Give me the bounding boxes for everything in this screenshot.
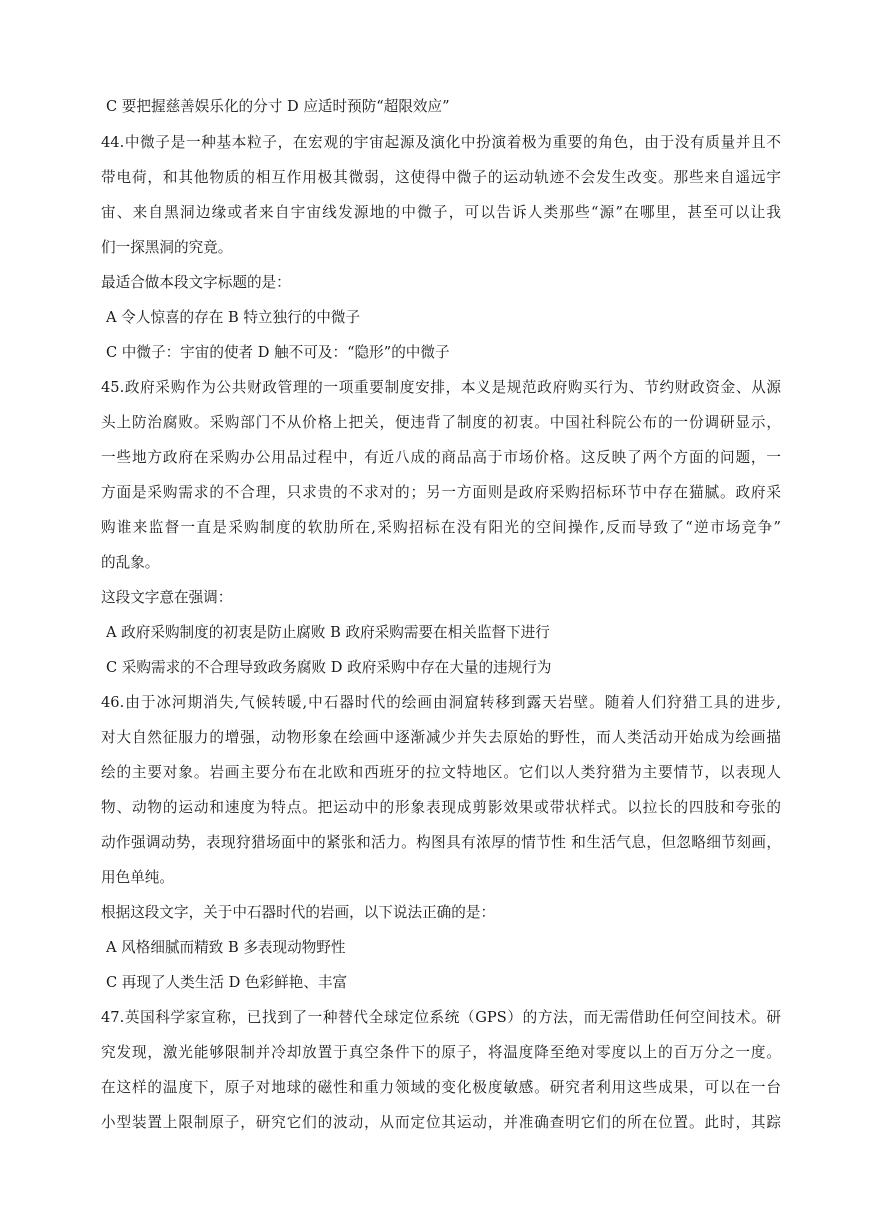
question-44-text: 们一探黑洞的究竟。 xyxy=(101,239,233,256)
option-line: A 令人惊喜的存在 B 特立独行的中微子 xyxy=(106,309,361,326)
question-45-text: 45.政府采购作为公共财政管理的一项重要制度安排，本义是规范政府购买行为、节约财政资金、从源 xyxy=(101,379,781,396)
question-44-text: 带电荷，和其他物质的相互作用极其微弱，这使得中微子的运动轨迹不会发生改变。那些来自遥远宇 xyxy=(101,169,781,186)
question-45-text: 购谁来监督一直是采购制度的软肋所在,采购招标在没有阳光的空间操作,反而导致了“逆市场竞争” xyxy=(101,519,781,536)
question-47-text: 究发现，激光能够限制并冷却放置于真空条件下的原子，将温度降至绝对零度以上的百万分之一度。 xyxy=(101,1044,781,1061)
question-46-text: 用色单纯。 xyxy=(101,869,174,886)
question-46-text: 动作强调动势，表现狩猎场面中的紧张和活力。构图具有浓厚的情节性 和生活气息，但忽略细节刻画， xyxy=(101,834,781,851)
option-line: A 风格细腻而精致 B 多表现动物野性 xyxy=(106,939,346,956)
question-45-text: 方面是采购需求的不合理，只求贵的不求对的；另一方面则是政府采购招标环节中存在猫腻。政府采 xyxy=(101,484,781,501)
question-46-text: 物、动物的运动和速度为特点。把运动中的形象表现成剪影效果或带状样式。以拉长的四肢和夸张的 xyxy=(101,799,781,816)
option-line: A 政府采购制度的初衷是防止腐败 B 政府采购需要在相关监督下进行 xyxy=(106,624,550,641)
question-45-text: 一些地方政府在采购办公用品过程中，有近八成的商品高于市场价格。这反映了两个方面的问题，一 xyxy=(101,449,781,466)
question-44-prompt: 最适合做本段文字标题的是： xyxy=(101,274,291,291)
question-47-text: 47.英国科学家宣称，已找到了一种替代全球定位系统（GPS）的方法，而无需借助任何空间技术。研 xyxy=(101,1009,781,1026)
question-44-text: 宙、来自黑洞边缘或者来自宇宙线发源地的中微子，可以告诉人类那些“源”在哪里，甚至可以让我 xyxy=(101,204,781,221)
question-47-text: 小型装置上限制原子，研究它们的波动，从而定位其运动，并准确查明它们的所在位置。此时，其踪 xyxy=(101,1114,781,1131)
question-47-text: 在这样的温度下，原子对地球的磁性和重力领域的变化极度敏感。研究者利用这些成果，可以在一台 xyxy=(101,1079,781,1096)
question-45-text: 的乱象。 xyxy=(101,554,160,571)
question-45-prompt: 这段文字意在强调： xyxy=(101,589,233,606)
option-line: C 再现了人类生活 D 色彩鲜艳、丰富 xyxy=(106,974,348,991)
question-45-text: 头上防治腐败。采购部门不从价格上把关，便违背了制度的初衷。中国社科院公布的一份调研显示， xyxy=(101,414,781,431)
option-line: C 要把握慈善娱乐化的分寸 D 应适时预防“超限效应” xyxy=(106,98,450,115)
question-46-text: 绘的主要对象。岩画主要分布在北欧和西班牙的拉文特地区。它们以人类狩猎为主要情节，以表现人 xyxy=(101,764,781,781)
option-line: C 中微子：宇宙的使者 D 触不可及：“隐形”的中微子 xyxy=(106,344,450,361)
question-46-text: 46.由于冰河期消失,气候转暖,中石器时代的绘画由洞窟转移到露天岩壁。随着人们狩猎工具的进步, xyxy=(101,694,781,711)
question-46-prompt: 根据这段文字，关于中石器时代的岩画，以下说法正确的是： xyxy=(101,904,496,921)
question-44-text: 44.中微子是一种基本粒子，在宏观的宇宙起源及演化中扮演着极为重要的角色，由于没有质量并且不 xyxy=(101,134,781,151)
question-46-text: 对大自然征服力的增强，动物形象在绘画中逐渐减少并失去原始的野性，而人类活动开始成为绘画描 xyxy=(101,729,781,746)
option-line: C 采购需求的不合理导致政务腐败 D 政府采购中存在大量的违规行为 xyxy=(106,659,552,676)
